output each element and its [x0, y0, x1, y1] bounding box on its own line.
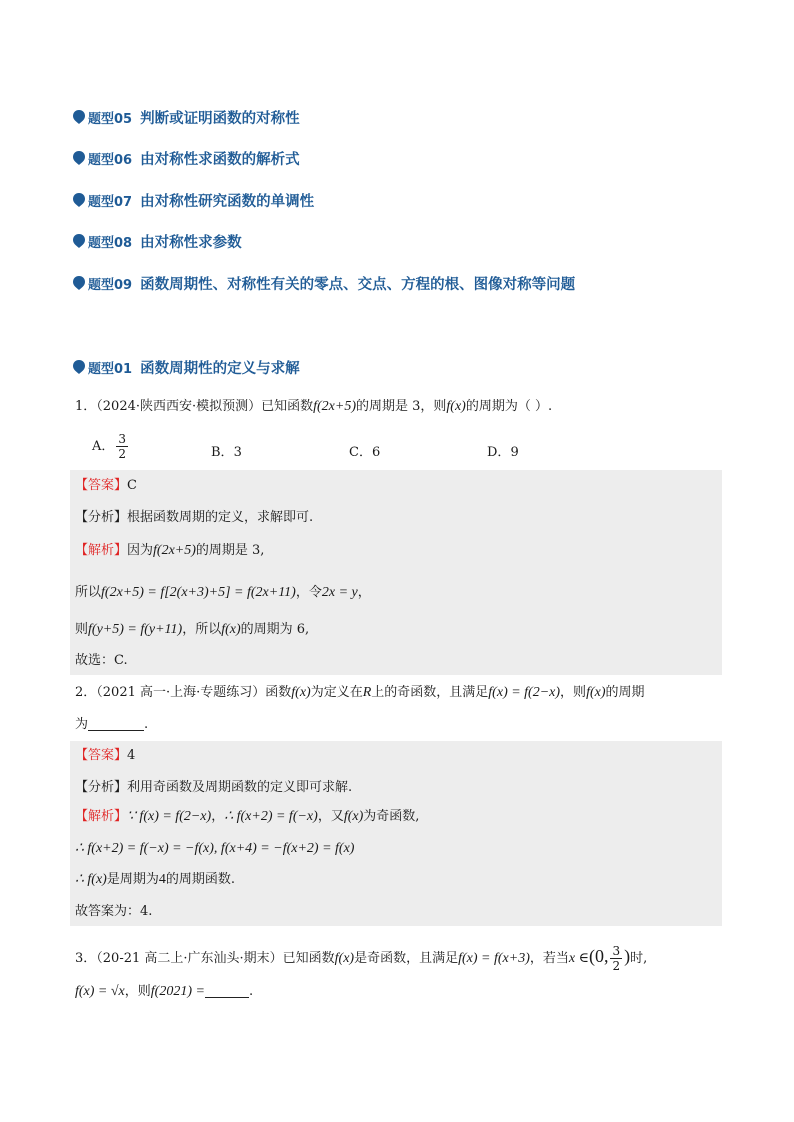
interval-bracket: (0, [588, 946, 609, 966]
solution-text: 因为 [127, 543, 154, 558]
toc-title: 由对称性求参数 [140, 234, 242, 251]
q2-text: 的周期 [605, 685, 645, 700]
q2-answer [75, 746, 135, 766]
q1-text: 1．（2024·陕西西安·模拟预测）已知函数 [75, 399, 314, 414]
option-label: A． [92, 439, 115, 454]
toc-tag: 题型06 [88, 152, 133, 168]
option-label: C． [349, 445, 372, 460]
q2-text: 为定义在 [310, 685, 363, 700]
toc-title: 由对称性求函数的解析式 [140, 151, 300, 168]
q1-answer [75, 476, 137, 496]
q2-expr: f(x) [291, 685, 311, 700]
option-label: D． [487, 445, 511, 460]
interval-bracket: ) [624, 946, 631, 966]
toc-item-07[interactable] [73, 189, 314, 211]
question-2-stem-cont [75, 715, 148, 735]
q3-text: 3．（20-21 高二上·广东汕头·期末）已知函数 [75, 951, 335, 966]
q1-analysis [75, 508, 313, 528]
solution-expr: f(x) [221, 622, 241, 637]
solution-box-2 [70, 741, 722, 926]
q1-solution-line-4 [75, 651, 128, 671]
bullet-icon [73, 234, 85, 248]
q3-text: 时, [630, 951, 648, 966]
q2-expr: f(x) = f(2−x) [488, 685, 561, 700]
q1-solution-line-2 [75, 583, 371, 603]
solution-text: ，令 [295, 585, 322, 600]
solution-text: ， [357, 585, 371, 600]
question-3-stem [75, 944, 647, 973]
solution-text: ， [211, 809, 225, 824]
toc-tag: 题型07 [88, 194, 133, 210]
solution-text: 的周期函数. [165, 872, 235, 887]
analysis-text: 根据函数周期的定义，求解即可. [127, 510, 314, 525]
q2-expr: R [362, 685, 372, 700]
solution-text: 为奇函数, [363, 809, 420, 824]
solution-expr: f(x) [343, 809, 364, 824]
toc-item-08[interactable] [73, 230, 242, 252]
option-label: B． [211, 445, 234, 460]
q3-expr: f(2021) = [150, 984, 205, 999]
q2-solution-line-1 [75, 807, 419, 827]
q2-expr: f(x) [586, 685, 606, 700]
answer-value: 4 [127, 748, 136, 763]
q3-text: ，若当 [529, 951, 569, 966]
solution-expr: 4 [158, 872, 166, 887]
q2-text: 2．（2021 高一·上海·专题练习）函数 [75, 685, 292, 700]
option-a[interactable] [92, 432, 130, 461]
fraction-denominator: 2 [118, 447, 127, 461]
solution-box-1 [70, 470, 722, 675]
q1-expr: f(2x+5) [313, 399, 356, 414]
analysis-label: 【分析】 [75, 780, 128, 795]
toc-title: 函数周期性、对称性有关的零点、交点、方程的根、图像对称等问题 [140, 276, 576, 293]
bullet-icon [73, 276, 85, 290]
answer-value: C [127, 478, 137, 493]
q3-text: 是奇函数，且满足 [354, 951, 459, 966]
solution-expr: f(y+5) = f(y+11) [88, 622, 183, 637]
section-title: 函数周期性的定义与求解 [140, 360, 300, 377]
solution-expr: 2x = y [321, 585, 358, 600]
option-value: 3 [233, 445, 242, 460]
solution-expr: ∵ f(x) = f(2−x) [127, 809, 212, 824]
solution-text: ，所以 [182, 622, 222, 637]
solution-expr: ∴ f(x+2) = f(−x) [224, 809, 318, 824]
section-heading [73, 356, 300, 378]
solution-text: 故选：C. [75, 653, 128, 668]
solution-expr: ∴ f(x+2) = f(−x) = −f(x), f(x+4) = −f(x+2) = f(x) [75, 841, 355, 856]
solution-expr: ∴ f(x) [75, 872, 107, 887]
toc-tag: 题型08 [88, 235, 133, 251]
answer-blank[interactable] [205, 983, 249, 998]
q2-text: . [144, 717, 149, 732]
q3-expr: f(x) = f(x+3) [458, 951, 530, 966]
option-value: 9 [510, 445, 519, 460]
q1-solution-line-1 [75, 541, 264, 561]
fraction-denominator: 2 [612, 959, 621, 973]
question-2-stem [75, 683, 645, 703]
toc-tag: 题型09 [88, 277, 133, 293]
bullet-icon [73, 110, 85, 124]
bullet-icon [73, 193, 85, 207]
option-b[interactable] [211, 441, 242, 460]
toc-title: 由对称性研究函数的单调性 [140, 193, 315, 210]
solution-text: 所以 [75, 585, 102, 600]
q1-expr: f(x) [446, 399, 466, 414]
answer-blank[interactable] [88, 716, 144, 731]
option-c[interactable] [349, 441, 380, 460]
solution-text: 的周期是 3, [195, 543, 265, 558]
solution-text: 故答案为：4. [75, 904, 153, 919]
q3-expr: x ∈ [568, 951, 589, 966]
question-3-stem-cont [75, 982, 253, 1002]
q3-text: . [248, 984, 254, 999]
q2-analysis [75, 778, 352, 798]
q3-expr: f(x) [334, 951, 355, 966]
option-a-fraction [116, 432, 128, 461]
toc-item-09[interactable] [73, 272, 575, 294]
q1-text: 的周期为（ ）. [465, 399, 553, 414]
q2-text: 上的奇函数，且满足 [371, 685, 489, 700]
q2-solution-line-2 [75, 839, 354, 859]
option-value: 6 [371, 445, 381, 460]
section-tag: 题型01 [88, 361, 133, 377]
solution-text: 则 [75, 622, 89, 637]
analysis-label: 【分析】 [75, 510, 128, 525]
q3-expr: f(x) = √x [75, 984, 125, 999]
toc-tag: 题型05 [88, 111, 133, 127]
solution-text: ，又 [317, 809, 344, 824]
fraction-numerator: 3 [612, 944, 621, 958]
solution-label: 【解析】 [75, 809, 128, 824]
toc-item-05[interactable] [73, 106, 300, 128]
option-d[interactable] [487, 441, 519, 460]
analysis-text: 利用奇函数及周期函数的定义即可求解. [127, 780, 353, 795]
toc-item-06[interactable] [73, 147, 300, 169]
toc-title: 判断或证明函数的对称性 [140, 110, 300, 127]
interval-fraction [610, 944, 622, 973]
q2-text: 为 [75, 717, 89, 732]
fraction-numerator: 3 [118, 432, 127, 446]
solution-text: 的周期为 6, [240, 622, 310, 637]
q1-text: 的周期是 3，则 [356, 399, 447, 414]
bullet-icon [73, 151, 85, 165]
q2-solution-line-4 [75, 902, 152, 922]
q1-solution-line-3 [75, 620, 309, 640]
answer-label: 【答案】 [75, 478, 128, 493]
solution-expr: f(2x+5) = f[2(x+3)+5] = f(2x+11) [101, 585, 296, 600]
answer-label: 【答案】 [75, 748, 128, 763]
bullet-icon [73, 360, 85, 374]
q2-solution-line-3 [75, 870, 235, 890]
q3-text: ，则 [124, 984, 151, 999]
question-1-stem [75, 397, 552, 417]
solution-expr: f(2x+5) [153, 543, 196, 558]
solution-text: 是周期为 [106, 872, 159, 887]
q2-text: ，则 [560, 685, 587, 700]
solution-label: 【解析】 [75, 543, 128, 558]
